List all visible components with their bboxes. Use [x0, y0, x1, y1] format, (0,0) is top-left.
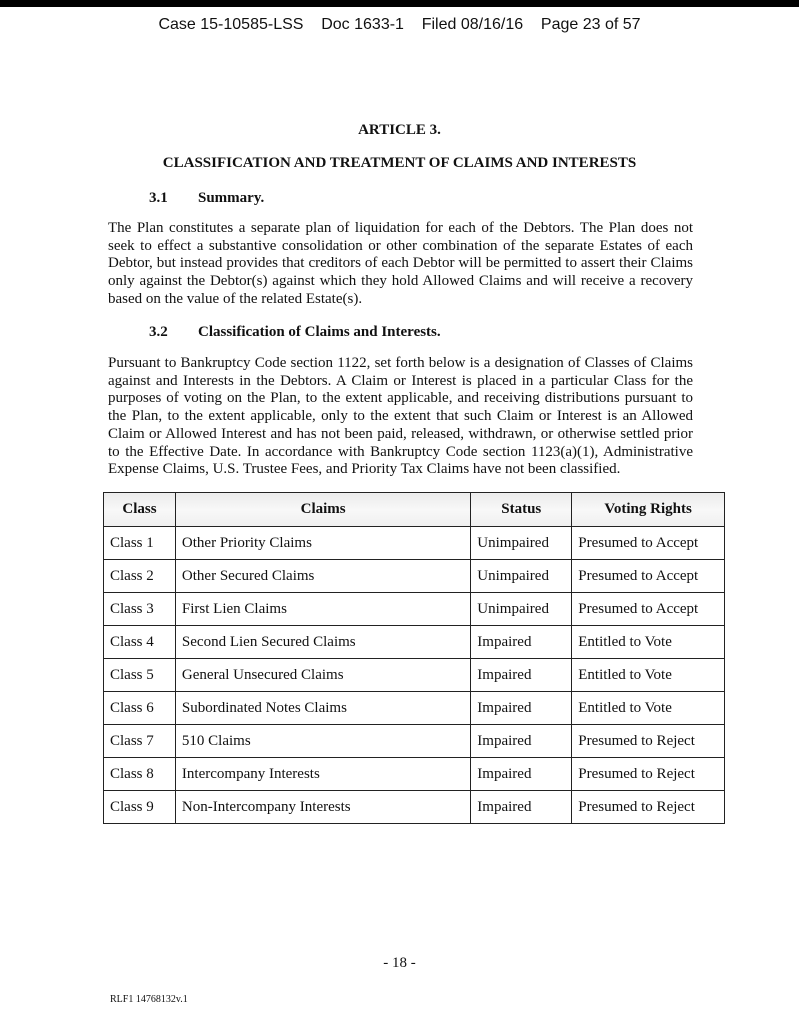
- claims-classification-table: [103, 492, 725, 824]
- cell-class: Class 5: [104, 659, 176, 692]
- cell-claims: General Unsecured Claims: [175, 659, 470, 692]
- table-row: [104, 527, 725, 560]
- header-status: Status: [471, 493, 572, 527]
- cell-claims: Other Secured Claims: [175, 560, 470, 593]
- cell-claims: First Lien Claims: [175, 593, 470, 626]
- scan-top-border: [0, 0, 799, 7]
- cell-class: Class 9: [104, 791, 176, 824]
- cell-status: Impaired: [471, 692, 572, 725]
- header-claims: Claims: [175, 493, 470, 527]
- cell-voting-rights: Presumed to Accept: [572, 560, 725, 593]
- table-row: [104, 659, 725, 692]
- cell-status: Impaired: [471, 791, 572, 824]
- cell-voting-rights: Entitled to Vote: [572, 626, 725, 659]
- section-number: 3.1: [149, 190, 168, 206]
- cell-voting-rights: Presumed to Accept: [572, 593, 725, 626]
- section-title: Classification of Claims and Interests.: [198, 324, 441, 340]
- table-row: [104, 692, 725, 725]
- section-heading-classification: [149, 324, 441, 341]
- page-number: - 18 -: [383, 955, 416, 971]
- table-row: [104, 593, 725, 626]
- header-class: Class: [104, 493, 176, 527]
- cell-voting-rights: Presumed to Reject: [572, 725, 725, 758]
- cell-status: Unimpaired: [471, 527, 572, 560]
- classification-paragraph: Pursuant to Bankruptcy Code section 1122, set forth below is a designation of Classes of Claims against and Interests in the Debtors. A Claim or Interest is placed in a particular Class for the purposes of voting on the Plan, to the extent applicable, and receiving distributions pursuant to the Plan, to the extent applicable, only to the extent that such Claim or Interest is an Allowed Claim or Allowed Interest and has not been paid, released, withdrawn, or otherwise settled prior to the Effective Date. In accordance with Bankruptcy Code section 1123(a)(1), Administrative Expense Claims, U.S. Trustee Fees, and Priority Tax Claims have not been classified.: [108, 355, 693, 478]
- cell-class: Class 6: [104, 692, 176, 725]
- cell-status: Impaired: [471, 626, 572, 659]
- cell-class: Class 2: [104, 560, 176, 593]
- cell-voting-rights: Presumed to Reject: [572, 791, 725, 824]
- section-number: 3.2: [149, 324, 168, 340]
- table-row: [104, 725, 725, 758]
- cell-class: Class 4: [104, 626, 176, 659]
- table-row: [104, 626, 725, 659]
- cell-status: Impaired: [471, 758, 572, 791]
- cell-claims: Subordinated Notes Claims: [175, 692, 470, 725]
- cell-voting-rights: Entitled to Vote: [572, 659, 725, 692]
- table-row: [104, 560, 725, 593]
- cell-status: Unimpaired: [471, 560, 572, 593]
- cell-claims: Intercompany Interests: [175, 758, 470, 791]
- section-title: Summary.: [198, 190, 265, 206]
- cell-claims: Second Lien Secured Claims: [175, 626, 470, 659]
- cell-claims: Non-Intercompany Interests: [175, 791, 470, 824]
- document-id: RLF1 14768132v.1: [110, 994, 188, 1005]
- table-row: [104, 791, 725, 824]
- table-row: [104, 758, 725, 791]
- cell-claims: 510 Claims: [175, 725, 470, 758]
- article-title: ARTICLE 3.: [358, 122, 441, 138]
- cell-voting-rights: Presumed to Accept: [572, 527, 725, 560]
- cell-class: Class 3: [104, 593, 176, 626]
- cell-class: Class 7: [104, 725, 176, 758]
- summary-paragraph: The Plan constitutes a separate plan of liquidation for each of the Debtors. The Plan does not seek to effect a substantive consolidation or other combination of the separate Estates of each Debtor, but instead provides that creditors of each Debtor will be permitted to assert their Claims only against the Debtor(s) against which they hold Allowed Claims and will receive a recovery based on the value of the related Estate(s).: [108, 220, 693, 307]
- cell-status: Impaired: [471, 659, 572, 692]
- table-header-row: [104, 493, 725, 527]
- section-heading-summary: [149, 190, 264, 207]
- cell-class: Class 1: [104, 527, 176, 560]
- cell-claims: Other Priority Claims: [175, 527, 470, 560]
- article-subtitle: CLASSIFICATION AND TREATMENT OF CLAIMS AND INTERESTS: [162, 155, 637, 171]
- cell-voting-rights: Entitled to Vote: [572, 692, 725, 725]
- header-voting-rights: Voting Rights: [572, 493, 725, 527]
- cell-status: Unimpaired: [471, 593, 572, 626]
- case-header: Case 15-10585-LSS Doc 1633-1 Filed 08/16/16 Page 23 of 57: [158, 16, 641, 33]
- cell-class: Class 8: [104, 758, 176, 791]
- cell-status: Impaired: [471, 725, 572, 758]
- cell-voting-rights: Presumed to Reject: [572, 758, 725, 791]
